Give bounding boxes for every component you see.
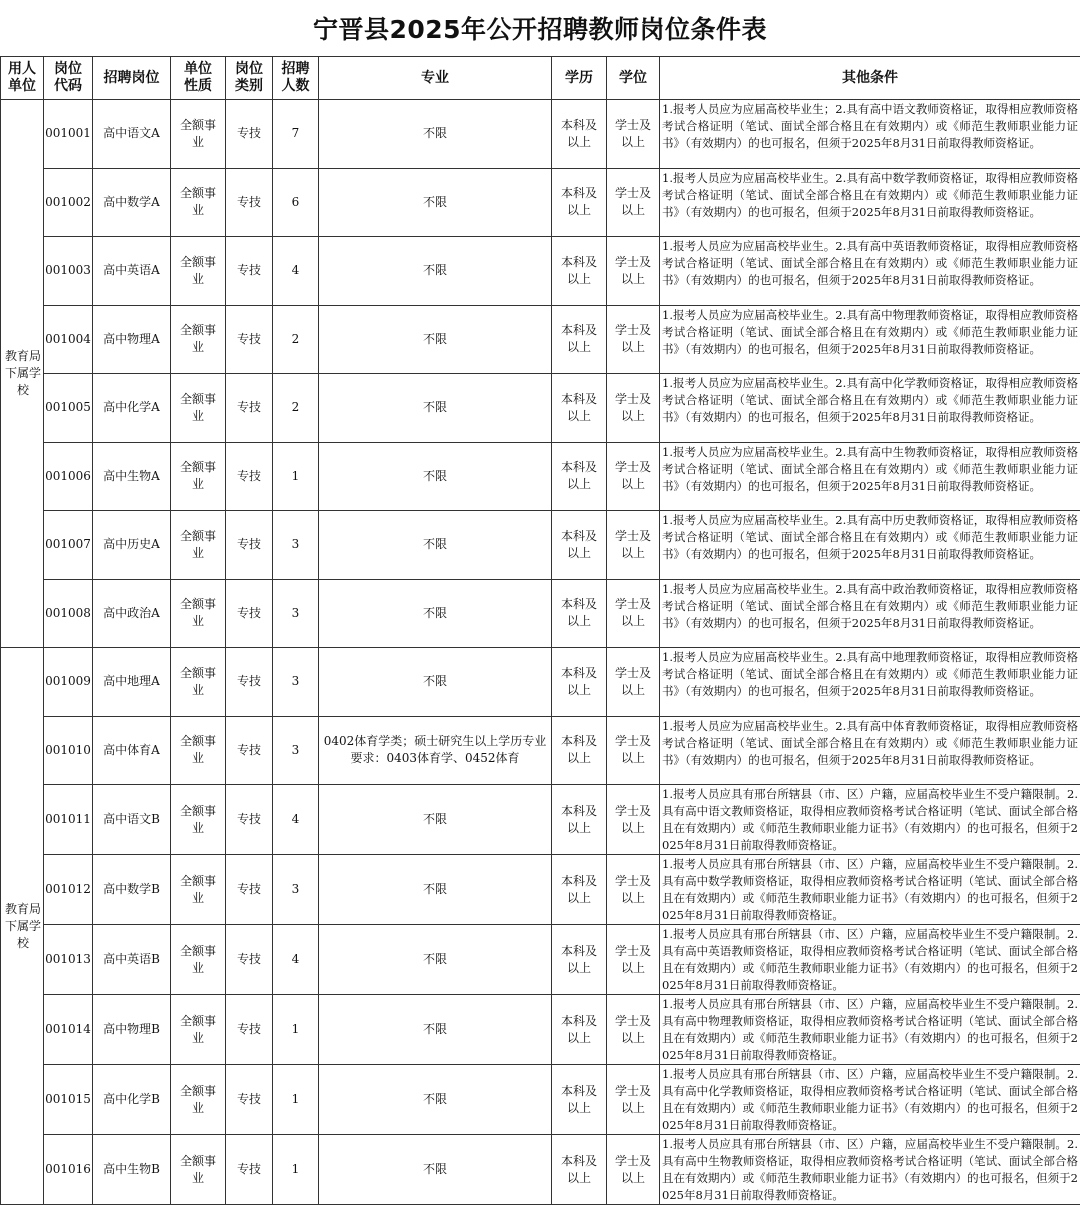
code-cell: 001010 bbox=[44, 716, 93, 785]
education-cell: 本科及以上 bbox=[552, 925, 607, 995]
table-row bbox=[1, 925, 1080, 995]
header-row bbox=[1, 57, 1080, 100]
page-title: 宁晋县2025年公开招聘教师岗位条件表 bbox=[0, 0, 1080, 56]
degree-cell: 学士及以上 bbox=[607, 855, 660, 925]
degree-cell: 学士及以上 bbox=[607, 785, 660, 855]
category-cell: 专技 bbox=[226, 442, 273, 511]
degree-cell: 学士及以上 bbox=[607, 925, 660, 995]
education-cell: 本科及以上 bbox=[552, 374, 607, 443]
count-cell: 3 bbox=[273, 855, 319, 925]
major-cell: 不限 bbox=[319, 237, 552, 306]
count-cell: 3 bbox=[273, 716, 319, 785]
table-row bbox=[1, 648, 1080, 717]
count-cell: 2 bbox=[273, 374, 319, 443]
count-cell: 4 bbox=[273, 237, 319, 306]
code-cell: 001006 bbox=[44, 442, 93, 511]
category-cell: 专技 bbox=[226, 374, 273, 443]
header-other: 其他条件 bbox=[660, 57, 1080, 100]
other-cell: 1.报考人员应为应届高校毕业生。2.具有高中政治教师资格证，取得相应教师资格考试合格证明（笔试、面试全部合格且在有效期内）或《师范生教师职业能力证书》（有效期内）的也可报名，但须于2025年8月31日前取得教师资格证。 bbox=[660, 579, 1080, 648]
nature-cell: 全额事业 bbox=[171, 100, 226, 169]
table-row bbox=[1, 855, 1080, 925]
education-cell: 本科及以上 bbox=[552, 785, 607, 855]
nature-cell: 全额事业 bbox=[171, 925, 226, 995]
code-cell: 001014 bbox=[44, 995, 93, 1065]
education-cell: 本科及以上 bbox=[552, 305, 607, 374]
nature-cell: 全额事业 bbox=[171, 168, 226, 237]
count-cell: 7 bbox=[273, 100, 319, 169]
unit-label: 教育局下属学校 bbox=[5, 348, 41, 399]
nature-cell: 全额事业 bbox=[171, 855, 226, 925]
count-cell: 1 bbox=[273, 1065, 319, 1135]
header-unit: 用人单位 bbox=[1, 57, 44, 100]
category-cell: 专技 bbox=[226, 511, 273, 580]
other-cell: 1.报考人员应具有邢台所辖县（市、区）户籍，应届高校毕业生不受户籍限制。2.具有高中生物教师资格证，取得相应教师资格考试合格证明（笔试、面试全部合格且在有效期内）或《师范生教师职业能力证书》（有效期内）的也可报名，但须于2025年8月31日前取得教师资格证。 bbox=[660, 1135, 1080, 1205]
code-cell: 001015 bbox=[44, 1065, 93, 1135]
education-cell: 本科及以上 bbox=[552, 100, 607, 169]
count-cell: 4 bbox=[273, 785, 319, 855]
other-cell: 1.报考人员应为应届高校毕业生。2.具有高中体育教师资格证，取得相应教师资格考试合格证明（笔试、面试全部合格且在有效期内）或《师范生教师职业能力证书》（有效期内）的也可报名，但须于2025年8月31日前取得教师资格证。 bbox=[660, 716, 1080, 785]
degree-cell: 学士及以上 bbox=[607, 237, 660, 306]
nature-cell: 全额事业 bbox=[171, 237, 226, 306]
post-cell: 高中化学B bbox=[93, 1065, 171, 1135]
other-cell: 1.报考人员应具有邢台所辖县（市、区）户籍，应届高校毕业生不受户籍限制。2.具有高中数学教师资格证，取得相应教师资格考试合格证明（笔试、面试全部合格且在有效期内）或《师范生教师职业能力证书》（有效期内）的也可报名，但须于2025年8月31日前取得教师资格证。 bbox=[660, 855, 1080, 925]
count-cell: 2 bbox=[273, 305, 319, 374]
category-cell: 专技 bbox=[226, 305, 273, 374]
nature-cell: 全额事业 bbox=[171, 995, 226, 1065]
major-cell: 不限 bbox=[319, 305, 552, 374]
count-cell: 1 bbox=[273, 442, 319, 511]
nature-cell: 全额事业 bbox=[171, 1065, 226, 1135]
nature-cell: 全额事业 bbox=[171, 579, 226, 648]
post-cell: 高中物理A bbox=[93, 305, 171, 374]
header-count: 招聘人数 bbox=[273, 57, 319, 100]
header-post: 招聘岗位 bbox=[93, 57, 171, 100]
count-cell: 1 bbox=[273, 1135, 319, 1205]
table-row bbox=[1, 305, 1080, 374]
code-cell: 001016 bbox=[44, 1135, 93, 1205]
category-cell: 专技 bbox=[226, 785, 273, 855]
code-cell: 001001 bbox=[44, 100, 93, 169]
code-cell: 001011 bbox=[44, 785, 93, 855]
other-cell: 1.报考人员应为应届高校毕业生。2.具有高中英语教师资格证，取得相应教师资格考试合格证明（笔试、面试全部合格且在有效期内）或《师范生教师职业能力证书》（有效期内）的也可报名，但须于2025年8月31日前取得教师资格证。 bbox=[660, 237, 1080, 306]
category-cell: 专技 bbox=[226, 579, 273, 648]
header-degree: 学位 bbox=[607, 57, 660, 100]
major-cell: 不限 bbox=[319, 168, 552, 237]
major-cell: 不限 bbox=[319, 855, 552, 925]
category-cell: 专技 bbox=[226, 1065, 273, 1135]
unit-cell bbox=[1, 648, 44, 1205]
other-cell: 1.报考人员应为应届高校毕业生。2.具有高中生物教师资格证，取得相应教师资格考试合格证明（笔试、面试全部合格且在有效期内）或《师范生教师职业能力证书》（有效期内）的也可报名，但须于2025年8月31日前取得教师资格证。 bbox=[660, 442, 1080, 511]
category-cell: 专技 bbox=[226, 855, 273, 925]
post-cell: 高中生物A bbox=[93, 442, 171, 511]
other-cell: 1.报考人员应具有邢台所辖县（市、区）户籍，应届高校毕业生不受户籍限制。2.具有高中语文教师资格证，取得相应教师资格考试合格证明（笔试、面试全部合格且在有效期内）或《师范生教师职业能力证书》（有效期内）的也可报名，但须于2025年8月31日前取得教师资格证。 bbox=[660, 785, 1080, 855]
post-cell: 高中物理B bbox=[93, 995, 171, 1065]
table-row bbox=[1, 785, 1080, 855]
education-cell: 本科及以上 bbox=[552, 442, 607, 511]
unit-label: 教育局下属学校 bbox=[5, 901, 41, 952]
category-cell: 专技 bbox=[226, 237, 273, 306]
other-cell: 1.报考人员应具有邢台所辖县（市、区）户籍，应届高校毕业生不受户籍限制。2.具有高中物理教师资格证，取得相应教师资格考试合格证明（笔试、面试全部合格且在有效期内）或《师范生教师职业能力证书》（有效期内）的也可报名，但须于2025年8月31日前取得教师资格证。 bbox=[660, 995, 1080, 1065]
education-cell: 本科及以上 bbox=[552, 995, 607, 1065]
education-cell: 本科及以上 bbox=[552, 1065, 607, 1135]
count-cell: 3 bbox=[273, 648, 319, 717]
table-body bbox=[1, 100, 1080, 1205]
other-cell: 1.报考人员应为应届高校毕业生。2.具有高中化学教师资格证，取得相应教师资格考试合格证明（笔试、面试全部合格且在有效期内）或《师范生教师职业能力证书》（有效期内）的也可报名，但须于2025年8月31日前取得教师资格证。 bbox=[660, 374, 1080, 443]
education-cell: 本科及以上 bbox=[552, 648, 607, 717]
education-cell: 本科及以上 bbox=[552, 1135, 607, 1205]
code-cell: 001002 bbox=[44, 168, 93, 237]
degree-cell: 学士及以上 bbox=[607, 168, 660, 237]
post-cell: 高中化学A bbox=[93, 374, 171, 443]
nature-cell: 全额事业 bbox=[171, 374, 226, 443]
degree-cell: 学士及以上 bbox=[607, 1135, 660, 1205]
table-row bbox=[1, 374, 1080, 443]
nature-cell: 全额事业 bbox=[171, 511, 226, 580]
code-cell: 001012 bbox=[44, 855, 93, 925]
degree-cell: 学士及以上 bbox=[607, 305, 660, 374]
header-education: 学历 bbox=[552, 57, 607, 100]
degree-cell: 学士及以上 bbox=[607, 100, 660, 169]
table-row bbox=[1, 716, 1080, 785]
nature-cell: 全额事业 bbox=[171, 1135, 226, 1205]
nature-cell: 全额事业 bbox=[171, 305, 226, 374]
major-cell: 不限 bbox=[319, 1065, 552, 1135]
degree-cell: 学士及以上 bbox=[607, 511, 660, 580]
category-cell: 专技 bbox=[226, 1135, 273, 1205]
major-cell: 不限 bbox=[319, 442, 552, 511]
major-cell: 不限 bbox=[319, 374, 552, 443]
count-cell: 4 bbox=[273, 925, 319, 995]
nature-cell: 全额事业 bbox=[171, 442, 226, 511]
recruitment-table bbox=[0, 56, 1080, 1205]
code-cell: 001005 bbox=[44, 374, 93, 443]
degree-cell: 学士及以上 bbox=[607, 442, 660, 511]
education-cell: 本科及以上 bbox=[552, 168, 607, 237]
header-nature: 单位性质 bbox=[171, 57, 226, 100]
table-row bbox=[1, 100, 1080, 169]
category-cell: 专技 bbox=[226, 100, 273, 169]
post-cell: 高中语文B bbox=[93, 785, 171, 855]
education-cell: 本科及以上 bbox=[552, 237, 607, 306]
table-row bbox=[1, 1135, 1080, 1205]
table-row bbox=[1, 511, 1080, 580]
degree-cell: 学士及以上 bbox=[607, 579, 660, 648]
education-cell: 本科及以上 bbox=[552, 716, 607, 785]
category-cell: 专技 bbox=[226, 995, 273, 1065]
table-row bbox=[1, 1065, 1080, 1135]
nature-cell: 全额事业 bbox=[171, 785, 226, 855]
post-cell: 高中英语A bbox=[93, 237, 171, 306]
code-cell: 001007 bbox=[44, 511, 93, 580]
education-cell: 本科及以上 bbox=[552, 511, 607, 580]
major-cell: 不限 bbox=[319, 925, 552, 995]
major-cell: 不限 bbox=[319, 1135, 552, 1205]
nature-cell: 全额事业 bbox=[171, 648, 226, 717]
major-cell: 不限 bbox=[319, 100, 552, 169]
unit-cell bbox=[1, 100, 44, 648]
post-cell: 高中政治A bbox=[93, 579, 171, 648]
education-cell: 本科及以上 bbox=[552, 579, 607, 648]
major-cell: 不限 bbox=[319, 785, 552, 855]
nature-cell: 全额事业 bbox=[171, 716, 226, 785]
table-row bbox=[1, 237, 1080, 306]
other-cell: 1.报考人员应为应届高校毕业生。2.具有高中数学教师资格证，取得相应教师资格考试合格证明（笔试、面试全部合格且在有效期内）或《师范生教师职业能力证书》（有效期内）的也可报名，但须于2025年8月31日前取得教师资格证。 bbox=[660, 168, 1080, 237]
category-cell: 专技 bbox=[226, 648, 273, 717]
major-cell: 不限 bbox=[319, 579, 552, 648]
table-row bbox=[1, 168, 1080, 237]
count-cell: 6 bbox=[273, 168, 319, 237]
code-cell: 001004 bbox=[44, 305, 93, 374]
post-cell: 高中生物B bbox=[93, 1135, 171, 1205]
table-row bbox=[1, 995, 1080, 1065]
category-cell: 专技 bbox=[226, 925, 273, 995]
education-cell: 本科及以上 bbox=[552, 855, 607, 925]
code-cell: 001008 bbox=[44, 579, 93, 648]
post-cell: 高中语文A bbox=[93, 100, 171, 169]
degree-cell: 学士及以上 bbox=[607, 716, 660, 785]
count-cell: 3 bbox=[273, 511, 319, 580]
major-cell: 0402体育学类；硕士研究生以上学历专业要求：0403体育学、0452体育 bbox=[319, 716, 552, 785]
code-cell: 001013 bbox=[44, 925, 93, 995]
header-code: 岗位代码 bbox=[44, 57, 93, 100]
major-cell: 不限 bbox=[319, 648, 552, 717]
post-cell: 高中英语B bbox=[93, 925, 171, 995]
major-cell: 不限 bbox=[319, 511, 552, 580]
table-row bbox=[1, 442, 1080, 511]
degree-cell: 学士及以上 bbox=[607, 374, 660, 443]
post-cell: 高中地理A bbox=[93, 648, 171, 717]
category-cell: 专技 bbox=[226, 716, 273, 785]
other-cell: 1.报考人员应为应届高校毕业生。2.具有高中历史教师资格证，取得相应教师资格考试合格证明（笔试、面试全部合格且在有效期内）或《师范生教师职业能力证书》（有效期内）的也可报名，但须于2025年8月31日前取得教师资格证。 bbox=[660, 511, 1080, 580]
code-cell: 001003 bbox=[44, 237, 93, 306]
count-cell: 1 bbox=[273, 995, 319, 1065]
other-cell: 1.报考人员应具有邢台所辖县（市、区）户籍，应届高校毕业生不受户籍限制。2.具有高中英语教师资格证，取得相应教师资格考试合格证明（笔试、面试全部合格且在有效期内）或《师范生教师职业能力证书》（有效期内）的也可报名，但须于2025年8月31日前取得教师资格证。 bbox=[660, 925, 1080, 995]
degree-cell: 学士及以上 bbox=[607, 648, 660, 717]
category-cell: 专技 bbox=[226, 168, 273, 237]
count-cell: 3 bbox=[273, 579, 319, 648]
major-cell: 不限 bbox=[319, 995, 552, 1065]
degree-cell: 学士及以上 bbox=[607, 1065, 660, 1135]
post-cell: 高中体育A bbox=[93, 716, 171, 785]
other-cell: 1.报考人员应为应届高校毕业生；2.具有高中语文教师资格证，取得相应教师资格考试合格证明（笔试、面试全部合格且在有效期内）或《师范生教师职业能力证书》（有效期内）的也可报名，但须于2025年8月31日前取得教师资格证。 bbox=[660, 100, 1080, 169]
header-major: 专业 bbox=[319, 57, 552, 100]
table-row bbox=[1, 579, 1080, 648]
post-cell: 高中数学B bbox=[93, 855, 171, 925]
code-cell: 001009 bbox=[44, 648, 93, 717]
other-cell: 1.报考人员应为应届高校毕业生。2.具有高中物理教师资格证，取得相应教师资格考试合格证明（笔试、面试全部合格且在有效期内）或《师范生教师职业能力证书》（有效期内）的也可报名，但须于2025年8月31日前取得教师资格证。 bbox=[660, 305, 1080, 374]
degree-cell: 学士及以上 bbox=[607, 995, 660, 1065]
other-cell: 1.报考人员应为应届高校毕业生。2.具有高中地理教师资格证，取得相应教师资格考试合格证明（笔试、面试全部合格且在有效期内）或《师范生教师职业能力证书》（有效期内）的也可报名，但须于2025年8月31日前取得教师资格证。 bbox=[660, 648, 1080, 717]
post-cell: 高中数学A bbox=[93, 168, 171, 237]
header-category: 岗位类别 bbox=[226, 57, 273, 100]
post-cell: 高中历史A bbox=[93, 511, 171, 580]
other-cell: 1.报考人员应具有邢台所辖县（市、区）户籍，应届高校毕业生不受户籍限制。2.具有高中化学教师资格证，取得相应教师资格考试合格证明（笔试、面试全部合格且在有效期内）或《师范生教师职业能力证书》（有效期内）的也可报名，但须于2025年8月31日前取得教师资格证。 bbox=[660, 1065, 1080, 1135]
